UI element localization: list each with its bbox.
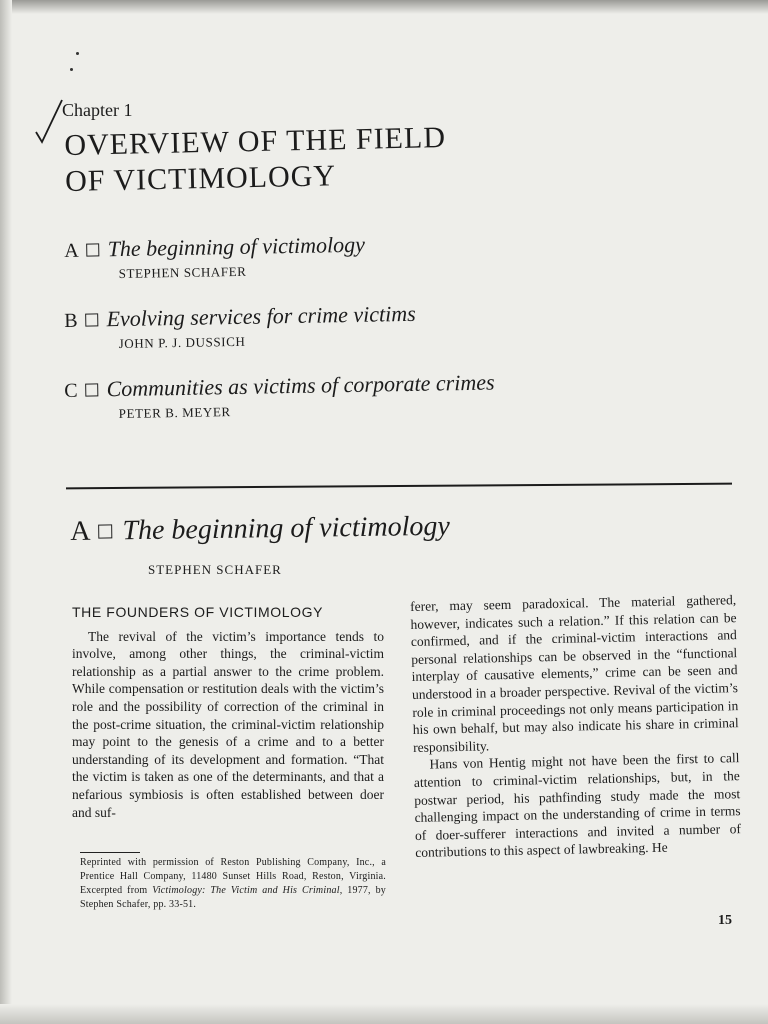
square-bullet-icon [85,384,98,397]
section-title: The beginning of victimology [122,510,451,547]
footnote-book-title: Victimology: The Victim and His Criminal, [152,885,343,896]
contents-letter: B [64,309,78,332]
page-bottom-edge [0,1004,768,1024]
body-paragraph: The revival of the victim’s importance tends to involve, among other things, the criminal-victim relationship as a partial answer to the crime problem. While compensation or restitution deals with the victim’s role and the possibility of correction of the criminal in the post-crime situation, the criminal-victim relationship may point to the genesis of a crime and to a better understanding of its development and formation. “That the victim is taken as one of the determinants, and that a nefarious symbiosis is often established between doer and suf- [72,628,384,820]
chapter-label: Chapter 1 [62,100,133,120]
footnote-text: 1977, by Stephen Schafer, pp. 33-51. [80,885,386,910]
section-heading [70,511,450,548]
chapter-title [64,116,625,200]
section-divider [66,483,732,490]
contents-title: The beginning of victimology [107,231,366,262]
handwritten-check-icon [34,98,64,148]
contents-author: PETER B. MEYER [118,404,231,422]
chapter-title-line1: OVERVIEW OF THE FIELD [64,121,447,162]
square-bullet-icon [85,314,98,327]
text-column-left [72,604,384,821]
contents-letter: C [64,379,78,402]
text-column-right [410,591,741,862]
footnote [80,856,386,912]
section-letter: A [70,515,91,547]
scan-speck [70,68,73,71]
contents-item-b [64,295,705,376]
contents-title: Communities as victims of corporate crimes [106,369,495,402]
scan-speck [76,52,79,55]
body-paragraph: Hans von Hentig might not have been the first to call attention to criminal-victim relationships, but, in the postwar period, his pathfinding study made the most challenging impact on the understanding of crime in terms of doer-sufferer interactions and invited a number of contributions to this aspect of lawbreaking. He [413,750,742,861]
body-paragraph: ferer, may seem paradoxical. The material gathered, however, indicates such a relation.” If this relation can be confirmed, and if the criminal-victim interactions and personal relationships can be observed in the “functional interplay of causative elements,” crime can be seen and understood in a broader perspective. Revival of the victim’s role in criminal proceedings not only means participation in his own behalf, but may also indicate his share in criminal responsibility. [410,592,739,755]
contents-author: JOHN P. J. DUSSICH [118,333,246,352]
subsection-heading: THE FOUNDERS OF VICTIMOLOGY [72,604,324,620]
contents-item-a [64,225,705,306]
section-author: STEPHEN SCHAFER [148,562,282,577]
page-left-edge [0,0,12,1024]
chapter-contents [64,231,704,446]
contents-author: STEPHEN SCHAFER [118,263,247,282]
contents-item-c [64,365,705,446]
contents-letter: A [64,239,79,262]
footnote-text: Reprinted with permission of Reston Publishing Company, Inc., a Prentice Hall Company, 11480 Sunset Hills Road, Reston, Virginia. Excerpted from [80,857,386,896]
square-bullet-icon [98,524,112,538]
footnote-rule [80,852,140,853]
contents-title: Evolving services for crime victims [106,300,416,332]
square-bullet-icon [87,244,100,257]
page-number: 15 [718,913,732,928]
chapter-title-line2: OF VICTIMOLOGY [64,159,337,198]
page-top-edge [0,0,768,14]
